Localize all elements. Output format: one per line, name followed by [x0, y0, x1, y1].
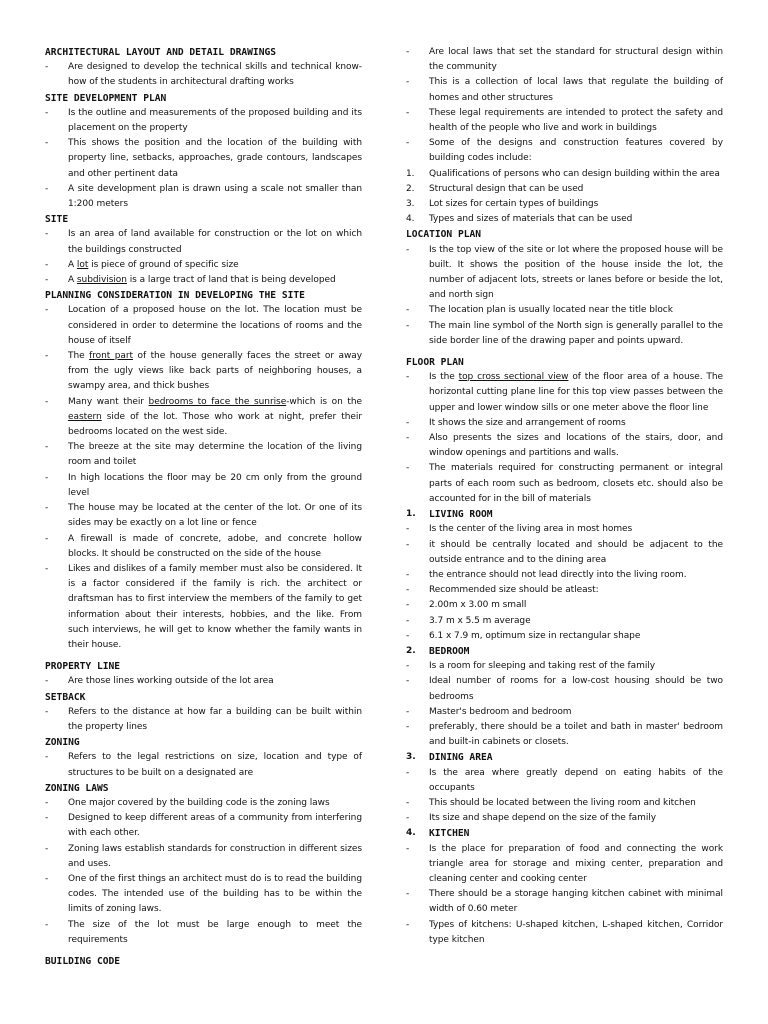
item-text	[68, 349, 362, 395]
item-text: Is an area of land available for construction or the lot on which the buildings constructed	[68, 229, 362, 255]
numbered-heading-living-room	[406, 507, 723, 522]
dash-bullet-icon: -	[45, 275, 49, 286]
dash-bullet-icon: -	[45, 107, 49, 118]
bullet-item	[45, 811, 362, 841]
text-run: Is the	[429, 372, 459, 383]
underlined-term: lot	[76, 259, 89, 270]
section-heading-floor-plan: FLOOR PLAN	[406, 357, 464, 369]
list-number: 3.	[406, 752, 416, 763]
bullet-item	[406, 136, 723, 166]
dash-bullet-icon: -	[45, 676, 49, 687]
item-text: Lot sizes for certain types of buildings	[429, 199, 599, 210]
item-text: Is the place for preparation of food and connecting the work triangle area for storage and mixing center, preparation and cleaning center and cooking center	[429, 843, 723, 884]
text-run: is a large tract of land that is being developed	[126, 275, 336, 286]
item-text: The house may be located at the center of the lot. Or one of its sides may be exactly on a lot line or fence	[68, 503, 362, 529]
bullet-item	[45, 750, 362, 780]
section-heading-property-line: PROPERTY LINE	[45, 661, 121, 673]
item-text: Master's bedroom and bedroom	[429, 706, 572, 717]
bullet-item	[45, 872, 362, 918]
dash-bullet-icon: -	[45, 563, 49, 574]
bullet-item	[406, 629, 723, 644]
dash-bullet-icon: -	[406, 615, 410, 626]
dash-bullet-icon: -	[406, 797, 410, 808]
item-text: These legal requirements are intended to protect the safety and health of the people who live and work in buildings	[429, 107, 723, 134]
list-number: 1.	[406, 168, 415, 179]
item-text: 6.1 x 7.9 m, optimum size in rectangular shape	[429, 630, 641, 641]
bullet-item	[45, 501, 362, 531]
dash-bullet-icon: -	[406, 569, 410, 580]
item-text: Ideal number of rooms for a low-cost housing should be two bedrooms	[429, 676, 723, 702]
section-heading-site-development-plan: SITE DEVELOPMENT PLAN	[45, 92, 167, 104]
item-text: This should be located between the living room and kitchen	[429, 797, 696, 808]
section-heading-architectural-layout-and-detail-drawings: ARCHITECTURAL LAYOUT AND DETAIL DRAWINGS	[45, 47, 277, 58]
bullet-item	[406, 796, 723, 811]
numbered-item	[406, 212, 723, 227]
section-heading-zoning: ZONING	[45, 737, 80, 749]
dash-bullet-icon: -	[45, 351, 49, 362]
text-run: -which is on the	[286, 396, 362, 407]
numbered-heading-label: BEDROOM	[429, 645, 470, 657]
right-column	[406, 45, 723, 948]
text-run: A	[68, 259, 77, 270]
dash-bullet-icon: -	[406, 305, 410, 316]
text-run: is piece of ground of specific size	[88, 259, 239, 270]
dash-bullet-icon: -	[45, 919, 49, 930]
dash-bullet-icon: -	[45, 797, 49, 808]
bullet-item	[45, 796, 362, 811]
item-text: Some of the designs and construction features covered by building codes include:	[429, 138, 723, 164]
bullet-item	[45, 182, 362, 212]
bullet-item	[406, 720, 723, 750]
dash-bullet-icon: -	[406, 463, 410, 474]
dash-bullet-icon: -	[45, 843, 49, 854]
bullet-item	[45, 60, 362, 90]
bullet-item	[45, 303, 362, 349]
underlined-term: bedrooms to face the sunrise	[148, 396, 287, 407]
text-run: A	[68, 275, 77, 286]
dash-bullet-icon: -	[406, 417, 410, 428]
numbered-item	[406, 197, 723, 212]
item-text: 3.7 m x 5.5 m average	[429, 615, 531, 626]
item-text: preferably, there should be a toilet and bath in master' bedroom and built-in cabinets or closets.	[429, 721, 723, 748]
item-text: it should be centrally located and should be adjacent to the outside entrance and to the dining area	[429, 539, 723, 565]
item-text: Is the center of the living area in most homes	[429, 524, 633, 535]
dash-bullet-icon: -	[45, 442, 49, 453]
dash-bullet-icon: -	[406, 843, 410, 854]
list-number: 1.	[406, 509, 416, 520]
bullet-item	[406, 614, 723, 629]
dash-bullet-icon: -	[45, 138, 49, 149]
dash-bullet-icon: -	[45, 813, 49, 824]
dash-bullet-icon: -	[45, 396, 49, 407]
item-text	[68, 258, 362, 273]
bullet-item	[45, 842, 362, 872]
item-text: Also presents the sizes and locations of the stairs, door, and window openings and partitions and walls.	[429, 433, 723, 459]
bullet-item	[406, 568, 723, 583]
dash-bullet-icon: -	[406, 524, 410, 535]
bullet-item	[45, 395, 362, 441]
dash-bullet-icon: -	[45, 62, 49, 73]
dash-bullet-icon: -	[45, 503, 49, 514]
text-run: The	[68, 351, 90, 362]
bullet-item	[406, 887, 723, 917]
item-text: The location plan is usually located near the title block	[429, 305, 673, 316]
bullet-item	[406, 75, 723, 105]
item-text: Likes and dislikes of a family member must also be considered. It is a factor considered if the family is rich. the architect or draftsman has to first interview the members of the family to get information about their interests, hobbies, and the like. From such interviews, he will get to know whether the family wants in their house.	[68, 563, 362, 650]
section-heading-planning-consideration-in-developing-the-site: PLANNING CONSIDERATION IN DEVELOPING THE SITE	[45, 290, 305, 302]
item-text: Designed to keep different areas of a community from interfering with each other.	[68, 813, 362, 839]
item-text: It shows the size and arrangement of rooms	[429, 417, 626, 428]
section-heading-location-plan: LOCATION PLAN	[406, 229, 482, 241]
list-number: 4.	[406, 214, 415, 225]
item-text: the entrance should not lead directly into the living room.	[429, 569, 687, 580]
item-text: Refers to the distance at how far a building can be built within the property lines	[68, 706, 362, 732]
numbered-heading-label: KITCHEN	[429, 828, 470, 840]
item-text	[68, 395, 362, 441]
numbered-heading-label: DINING AREA	[429, 752, 493, 764]
dash-bullet-icon: -	[406, 630, 410, 641]
bullet-item	[45, 532, 362, 562]
item-text: Is the top view of the site or lot where the proposed house will be built. It shows the position of the house inside the lot, the number of adjacent lots, streets or lanes before or beside the lot, and north sign	[429, 244, 723, 301]
item-text: Are designed to develop the technical skills and technical know-how of the students in architectural drafting works	[68, 62, 362, 88]
item-text: Recommended size should be atleast:	[429, 585, 599, 596]
bullet-item	[406, 583, 723, 598]
item-text: The main line symbol of the North sign is generally parallel to the side border line of the drawing paper and points upward.	[429, 320, 723, 346]
item-text: Types and sizes of materials that can be used	[429, 214, 633, 225]
bullet-item	[406, 598, 723, 613]
bullet-item	[406, 106, 723, 136]
dash-bullet-icon: -	[45, 259, 49, 270]
numbered-heading-label: LIVING ROOM	[429, 509, 493, 521]
dash-bullet-icon: -	[45, 873, 49, 884]
dash-bullet-icon: -	[45, 706, 49, 717]
dash-bullet-icon: -	[406, 138, 410, 149]
item-text: Is the area where greatly depend on eating habits of the occupants	[429, 767, 723, 793]
bullet-item	[45, 471, 362, 501]
dash-bullet-icon: -	[406, 320, 410, 331]
bullet-item	[406, 303, 723, 318]
underlined-term: eastern	[68, 411, 102, 422]
bullet-item	[45, 227, 362, 257]
dash-bullet-icon: -	[406, 107, 410, 118]
item-text: One of the first things an architect must do is to read the building codes. The intended use of the building has to be within the limits of zoning laws.	[68, 873, 362, 915]
text-run: of the floor area of a house. The horizontal cutting plane line for this top view passes between the upper and lower window sills or one meter above the floor line	[429, 372, 723, 413]
dash-bullet-icon: -	[406, 372, 410, 383]
bullet-item	[406, 45, 723, 75]
bullet-item	[45, 273, 362, 288]
dash-bullet-icon: -	[406, 244, 410, 255]
bullet-item	[406, 461, 723, 507]
bullet-item	[406, 431, 723, 461]
dash-bullet-icon: -	[406, 919, 410, 930]
item-text	[429, 370, 723, 416]
left-column	[45, 45, 362, 969]
dash-bullet-icon: -	[406, 47, 410, 57]
list-number: 4.	[406, 828, 416, 839]
item-text: Its size and shape depend on the size of the family	[429, 813, 657, 824]
bullet-item	[406, 705, 723, 720]
item-text: Qualifications of persons who can design building within the area	[429, 168, 720, 179]
bullet-item	[406, 370, 723, 416]
item-text: Location of a proposed house on the lot. The location must be considered in order to determine the locations of rooms and the house of itself	[68, 305, 362, 346]
underlined-term: subdivision	[76, 275, 127, 286]
bullet-item	[406, 918, 723, 948]
bullet-item	[406, 319, 723, 349]
dash-bullet-icon: -	[45, 183, 49, 194]
bullet-item	[406, 766, 723, 796]
bullet-item	[45, 349, 362, 395]
item-text: This is a collection of local laws that regulate the building of homes and other structures	[429, 77, 723, 103]
item-text	[68, 273, 362, 288]
bullet-item	[406, 659, 723, 674]
numbered-item	[406, 182, 723, 197]
item-text: 2.00m x 3.00 m small	[429, 600, 527, 611]
bullet-item	[406, 842, 723, 888]
text-run: Many want their	[68, 396, 149, 407]
item-text: A firewall is made of concrete, adobe, and concrete hollow blocks. It should be constructed on the side of the house	[68, 533, 362, 559]
dash-bullet-icon: -	[406, 767, 410, 778]
bullet-item	[406, 243, 723, 304]
dash-bullet-icon: -	[406, 676, 410, 687]
section-heading-zoning-laws: ZONING LAWS	[45, 782, 109, 794]
bullet-item	[45, 136, 362, 182]
bullet-item	[45, 562, 362, 653]
bullet-item	[45, 705, 362, 735]
item-text: Are local laws that set the standard for structural design within the community	[429, 47, 723, 73]
dash-bullet-icon: -	[406, 585, 410, 596]
item-text: Is a room for sleeping and taking rest of the family	[429, 661, 656, 672]
section-heading-building-code: BUILDING CODE	[45, 955, 121, 967]
dash-bullet-icon: -	[406, 813, 410, 824]
underlined-term: top cross sectional view	[458, 372, 569, 383]
dash-bullet-icon: -	[406, 889, 410, 900]
dash-bullet-icon: -	[406, 77, 410, 88]
bullet-item	[45, 918, 362, 948]
section-heading-site: SITE	[45, 214, 69, 226]
bullet-item	[406, 416, 723, 431]
dash-bullet-icon: -	[406, 661, 410, 672]
bullet-item	[45, 674, 362, 689]
dash-bullet-icon: -	[406, 721, 410, 732]
numbered-heading-dining-area	[406, 750, 723, 765]
item-text: Types of kitchens: U-shaped kitchen, L-shaped kitchen, Corridor type kitchen	[429, 919, 723, 945]
item-text: Is the outline and measurements of the proposed building and its placement on the property	[68, 107, 362, 134]
dash-bullet-icon: -	[406, 706, 410, 717]
dash-bullet-icon: -	[45, 229, 49, 240]
item-text: This shows the position and the location of the building with property line, setbacks, approaches, grade contours, landscapes and other pertinent data	[68, 138, 362, 179]
bullet-item	[406, 538, 723, 568]
dash-bullet-icon: -	[45, 472, 49, 483]
item-text: The size of the lot must be large enough to meet the requirements	[68, 919, 362, 945]
numbered-item	[406, 167, 723, 182]
item-text: Zoning laws establish standards for construction in different sizes and uses.	[68, 843, 362, 869]
bullet-item	[45, 106, 362, 136]
bullet-item	[45, 258, 362, 273]
section-heading-setback: SETBACK	[45, 691, 86, 703]
dash-bullet-icon: -	[406, 539, 410, 550]
dash-bullet-icon: -	[406, 433, 410, 444]
text-run: side of the lot. Those who work at night, prefer their bedrooms located on the west side.	[68, 411, 362, 438]
list-number: 2.	[406, 645, 416, 656]
dash-bullet-icon: -	[45, 533, 49, 544]
list-number: 3.	[406, 199, 415, 210]
item-text: In high locations the floor may be 20 cm only from the ground level	[68, 472, 362, 498]
text-run: of the house generally faces the street or away from the ugly views like back parts of neighboring houses, a swampy area, and thick bushes	[68, 351, 363, 392]
item-text: There should be a storage hanging kitchen cabinet with minimal width of 0.60 meter	[429, 889, 723, 915]
dash-bullet-icon: -	[406, 600, 410, 611]
dash-bullet-icon: -	[45, 305, 49, 316]
numbered-heading-bedroom	[406, 644, 723, 659]
dash-bullet-icon: -	[45, 752, 49, 763]
item-text: Are those lines working outside of the lot area	[68, 676, 274, 687]
item-text: The breeze at the site may determine the location of the living room and toilet	[68, 442, 362, 468]
underlined-term: front part	[89, 351, 134, 362]
bullet-item	[406, 522, 723, 537]
list-number: 2.	[406, 183, 415, 194]
item-text: Structural design that can be used	[429, 183, 584, 194]
bullet-item	[45, 440, 362, 470]
bullet-item	[406, 811, 723, 826]
bullet-item	[406, 674, 723, 704]
item-text: Refers to the legal restrictions on size, location and type of structures to be built on a designated are	[68, 752, 362, 778]
numbered-heading-kitchen	[406, 826, 723, 841]
item-text: A site development plan is drawn using a scale not smaller than 1:200 meters	[68, 183, 362, 210]
item-text: The materials required for constructing permanent or integral parts of each room such as bedroom, closets etc. should also be accounted for in the bill of materials	[429, 463, 723, 504]
item-text: One major covered by the building code is the zoning laws	[68, 797, 330, 808]
